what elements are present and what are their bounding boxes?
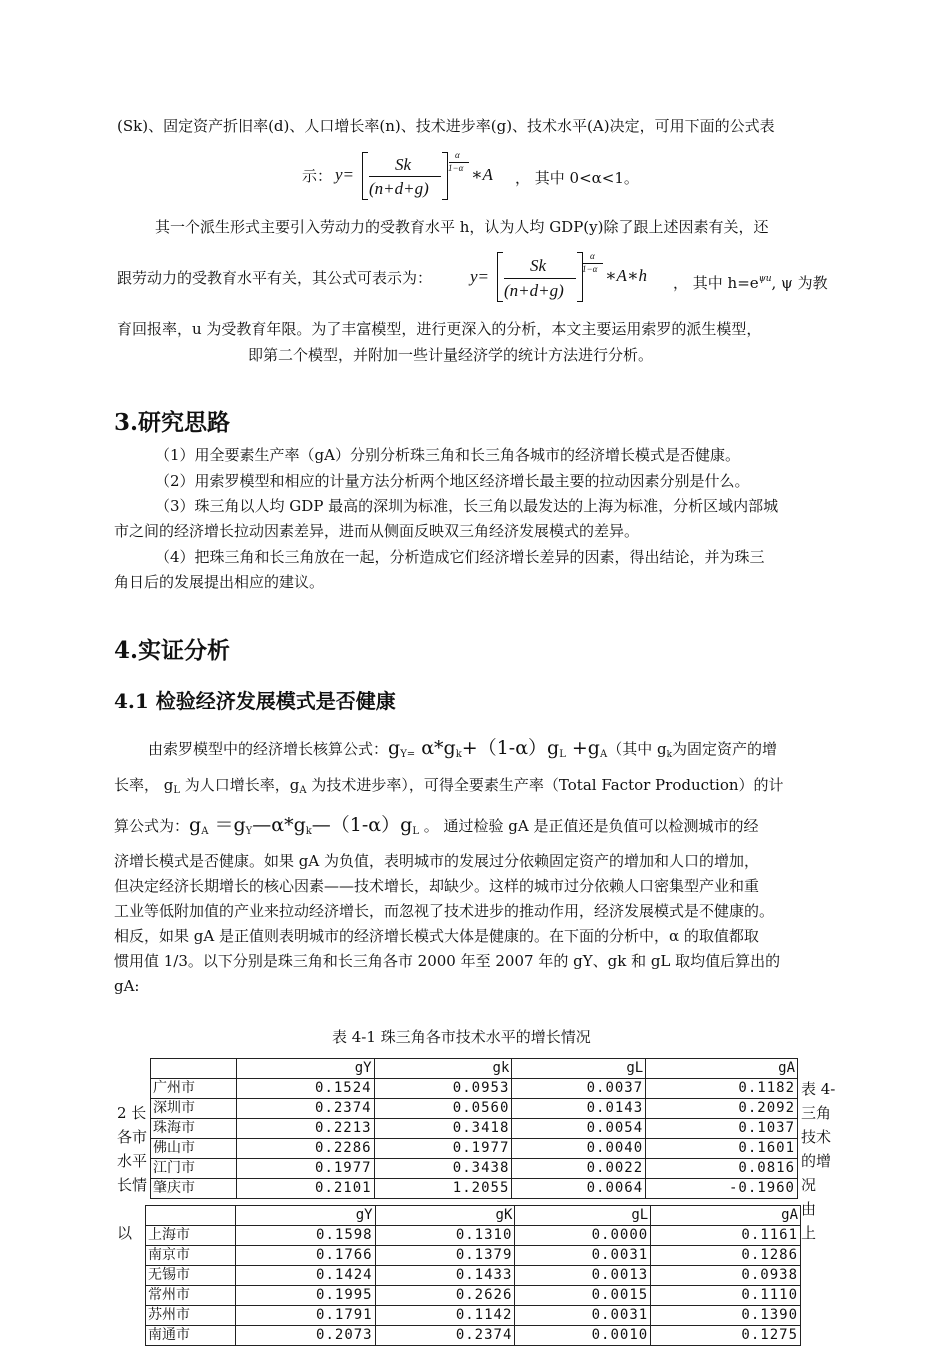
section3-title: 3.研究思路 (114, 409, 231, 436)
sec3-item4: （4）把珠三角和长三角放在一起，分析造成它们经济增长差异的因素，得出结论，并为珠三 (155, 548, 765, 566)
table-row: 南通市 0.2073 0.2374 0.0010 0.1275 (146, 1326, 801, 1346)
table-2 (145, 1205, 801, 1346)
table-row: 苏州市 0.1791 0.1142 0.0031 0.1390 (146, 1306, 801, 1326)
table2-header: gY gK gL gA (146, 1206, 801, 1226)
p41-rest2: 但决定经济长期增长的核心因素——技术增长，却缺少。这样的城市过分依赖人口密集型产业和重 (114, 877, 760, 895)
table1-caption: 表 4-1 珠三角各市技术水平的增长情况 (332, 1028, 591, 1046)
side-left-text: 2 长 各市 水平 长情 以 (117, 1104, 148, 1242)
table-row: 江门市 0.1977 0.3438 0.0022 0.0816 (151, 1159, 798, 1179)
side-right-text: 表 4- 三角 技术 的增 况 由 上 (801, 1080, 836, 1242)
para2-line4: 即第二个模型，并附加一些计量经济学的统计方法进行分析。 (248, 346, 654, 364)
table-row: 肇庆市 0.2101 1.2055 0.0064 -0.1960 (151, 1179, 798, 1199)
section41-title: 4.1 检验经济发展模式是否健康 (114, 689, 396, 713)
para2-prefix: 跟劳动力的受教育水平有关，其公式可表示为： (117, 269, 433, 287)
p41-line2: 长率， $g_L$ 为人口增长率，$g_A$ 为技术进步率），可得全要素生产率（Total Factor Production）的计 (114, 776, 784, 796)
para2-line1: 其一个派生形式主要引入劳动力的受教育水平 h，认为人均 GDP(y)除了跟上述因素有关，还 (155, 218, 769, 236)
para1-prefix: 示： (302, 167, 333, 185)
table-row: 珠海市 0.2213 0.3418 0.0054 0.1037 (151, 1119, 798, 1139)
p41-line1: 由索罗模型中的经济增长核算公式：$g_{Y=}$ $\alpha*g_k+(1-\alpha)g_L +g_A$（其中 $g_k$为固定资产的增 (148, 737, 778, 760)
p41-line3: 算公式为：$g_A$ $=g_Y—\alpha*g_k—(1-\alpha)g_L$ 。 通过检验 gA 是正值还是负值可以检测城市的经 (114, 814, 759, 837)
p41-rest3: 工业等低附加值的产业来拉动经济增长，而忽视了技术进步的推动作用，经济发展模式是不健康的。 (114, 902, 775, 920)
table1-header: gY gk gL gA (151, 1059, 798, 1079)
formula2-note: ， 其中 $h=e^{\psi u}$, ψ 为教 (673, 274, 828, 292)
table-1 (150, 1058, 798, 1199)
para2-line3: 育回报率，u 为受教育年限。为了丰富模型，进行更深入的分析，本文主要运用索罗的派生模型， (117, 320, 762, 338)
table-row: 深圳市 0.2374 0.0560 0.0143 0.2092 (151, 1099, 798, 1119)
sec3-item3-cont: 市之间的经济增长拉动因素差异，进而从侧面反映双三角经济发展模式的差异。 (114, 522, 640, 540)
table-row: 广州市 0.1524 0.0953 0.0037 0.1182 (151, 1079, 798, 1099)
table-row: 佛山市 0.2286 0.1977 0.0040 0.1601 (151, 1139, 798, 1159)
table-row: 无锡市 0.1424 0.1433 0.0013 0.0938 (146, 1266, 801, 1286)
p41-rest1: 济增长模式是否健康。如果 gA 为负值，表明城市的发展过分依赖固定资产的增加和人口的增加， (114, 852, 759, 870)
formula1-note: ， 其中 0<α<1。 (515, 169, 639, 187)
para1-line1: (Sk)、固定资产折旧率(d)、人口增长率(n)、技术进步率(g)、技术水平(A)决定，可用下面的公式表 (117, 117, 775, 135)
table-row: 常州市 0.1995 0.2626 0.0015 0.1110 (146, 1286, 801, 1306)
sec3-item3: （3）珠三角以人均 GDP 最高的深圳为标准，长三角以最发达的上海为标准，分析区域内部城 (155, 497, 779, 515)
p41-rest6: gA: (114, 977, 140, 995)
p41-rest5: 惯用值 1/3。以下分别是珠三角和长三角各市 2000 年至 2007 年的 gY、gk 和 gL 取均值后算出的 (114, 952, 781, 970)
section4-title: 4.实证分析 (114, 637, 231, 664)
sec3-item1: （1）用全要素生产率（gA）分别分析珠三角和长三角各城市的经济增长模式是否健康。 (155, 446, 740, 464)
sec3-item4-cont: 角日后的发展提出相应的建议。 (114, 573, 325, 591)
table-row: 南京市 0.1766 0.1379 0.0031 0.1286 (146, 1246, 801, 1266)
p41-rest4: 相反，如果 gA 是正值则表明城市的经济增长模式大体是健康的。在下面的分析中，α 的取值都取 (114, 927, 759, 945)
table-row: 上海市 0.1598 0.1310 0.0000 0.1161 (146, 1226, 801, 1246)
sec3-item2: （2）用索罗模型和相应的计量方法分析两个地区经济增长最主要的拉动因素分别是什么。 (155, 472, 750, 490)
